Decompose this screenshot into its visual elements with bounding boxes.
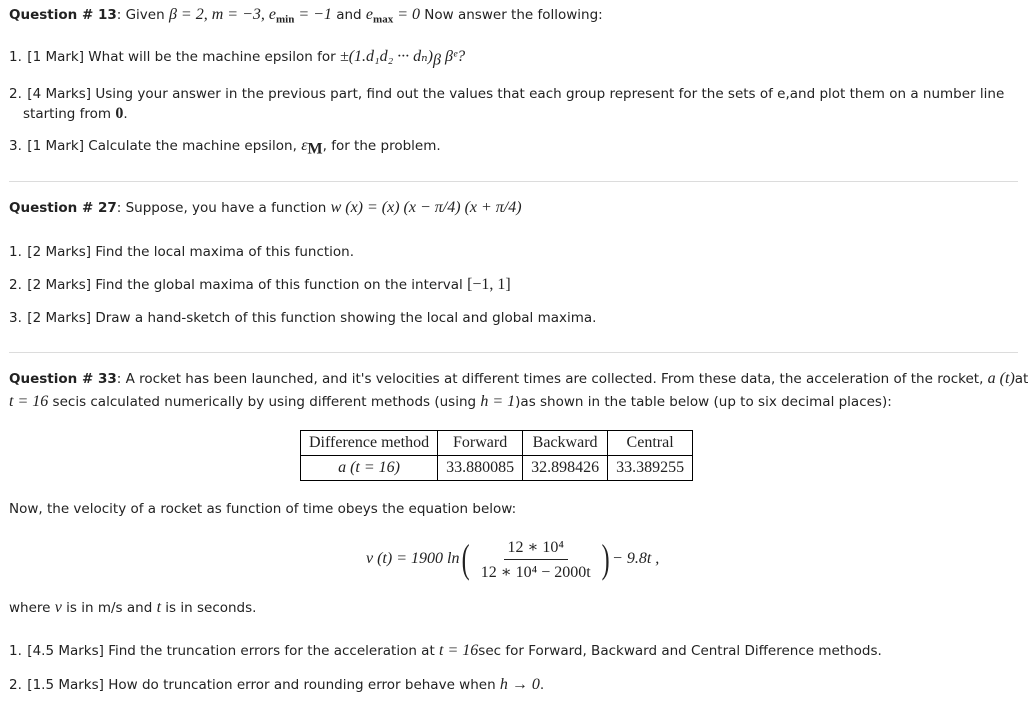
- velocity-intro: Now, the velocity of a rocket as function of time obeys the equation below:: [9, 501, 517, 517]
- q13-item-1: 1. [1 Mark] What will be the machine epsilon for ±(1.d₁d₂ ··· $d_n)_\beta$ βᵉ?: [9, 48, 466, 69]
- equation-fraction: $\frac{\text{12 ∗ 10⁴}}{\text{12 ∗ 10⁴ − 2000t}}$: [480, 538, 591, 581]
- q33-item-1: 1. [4.5 Marks] Find the truncation errors for the acceleration at t = 16sec for Forward, Backward and Central Difference methods.: [9, 642, 882, 659]
- q13-item-3: 3. [1 Mark] Calculate the machine epsilon, $\varepsilon_M$, for the problem.: [9, 137, 441, 158]
- q13-item-2: 2. [4 Marks] Using your answer in the previous part, find out the values that each group represent for the sets of e,and plot them on a number line: [9, 86, 1005, 102]
- table-cell: 32.898426: [523, 456, 608, 481]
- units-note: where v is in m/s and t is in seconds.: [9, 599, 257, 616]
- q33-item-2: 2. [1.5 Marks] How do truncation error and rounding error behave when h → 0.: [9, 676, 545, 693]
- q27-item-2: 2. [2 Marks] Find the global maxima of this function on the interval [−1, 1]: [9, 276, 511, 293]
- question-27: [9, 198, 1018, 218]
- question-13: [9, 5, 1018, 30]
- table-header-cell: Difference method: [301, 431, 438, 456]
- q27-item-3: 3. [2 Marks] Draw a hand-sketch of this function showing the local and global maxima.: [9, 310, 597, 326]
- divider-1: [9, 181, 1018, 182]
- table-cell: 33.880085: [438, 456, 523, 481]
- question-27-header: Question # 27: Suppose, you have a function w (x) = (x) (x − π/4) (x + π/4): [9, 199, 522, 216]
- table-cell: 33.389255: [608, 456, 693, 481]
- question-33-label: Question # 33: [9, 371, 117, 387]
- table-header-cell: Backward: [523, 431, 608, 456]
- question-33: [9, 369, 1028, 412]
- q27-item-1: 1. [2 Marks] Find the local maxima of this function.: [9, 244, 355, 260]
- table-cell: a (t = 16): [301, 456, 438, 481]
- difference-table: [300, 430, 693, 481]
- question-33-line2: t = 16 secis calculated numerically by using different methods (using h = 1)as shown in the table below (up to six decimal places):: [9, 393, 892, 410]
- question-27-label: Question # 27: [9, 200, 117, 216]
- table-header-row: [301, 431, 693, 456]
- q13-item-2-line2: starting from 0.: [23, 105, 128, 122]
- function-expression: w (x) = (x) (x − π/4) (x + π/4): [330, 199, 522, 216]
- question-33-header: Question # 33: A rocket has been launched, and it's velocities at different times are collected. From these data, the acceleration of the rocket, a (t)at: [9, 370, 1028, 387]
- velocity-equation: v (t) = 1900 ln ( $\frac{\text{12 ∗ 10⁴}}{\text{12 ∗ 10⁴ − 2000t}}$ ) − 9.8t ,: [366, 536, 660, 581]
- question-13-header: Question # 13: Given β = 2, m = −3, $e_{min} = -1$ and $e_{max} = 0$ Now answer the following:: [9, 6, 603, 26]
- question-13-label: Question # 13: [9, 7, 117, 23]
- table-header-cell: Forward: [438, 431, 523, 456]
- table-header-cell: Central: [608, 431, 693, 456]
- table-row: [301, 456, 693, 481]
- divider-2: [9, 352, 1018, 353]
